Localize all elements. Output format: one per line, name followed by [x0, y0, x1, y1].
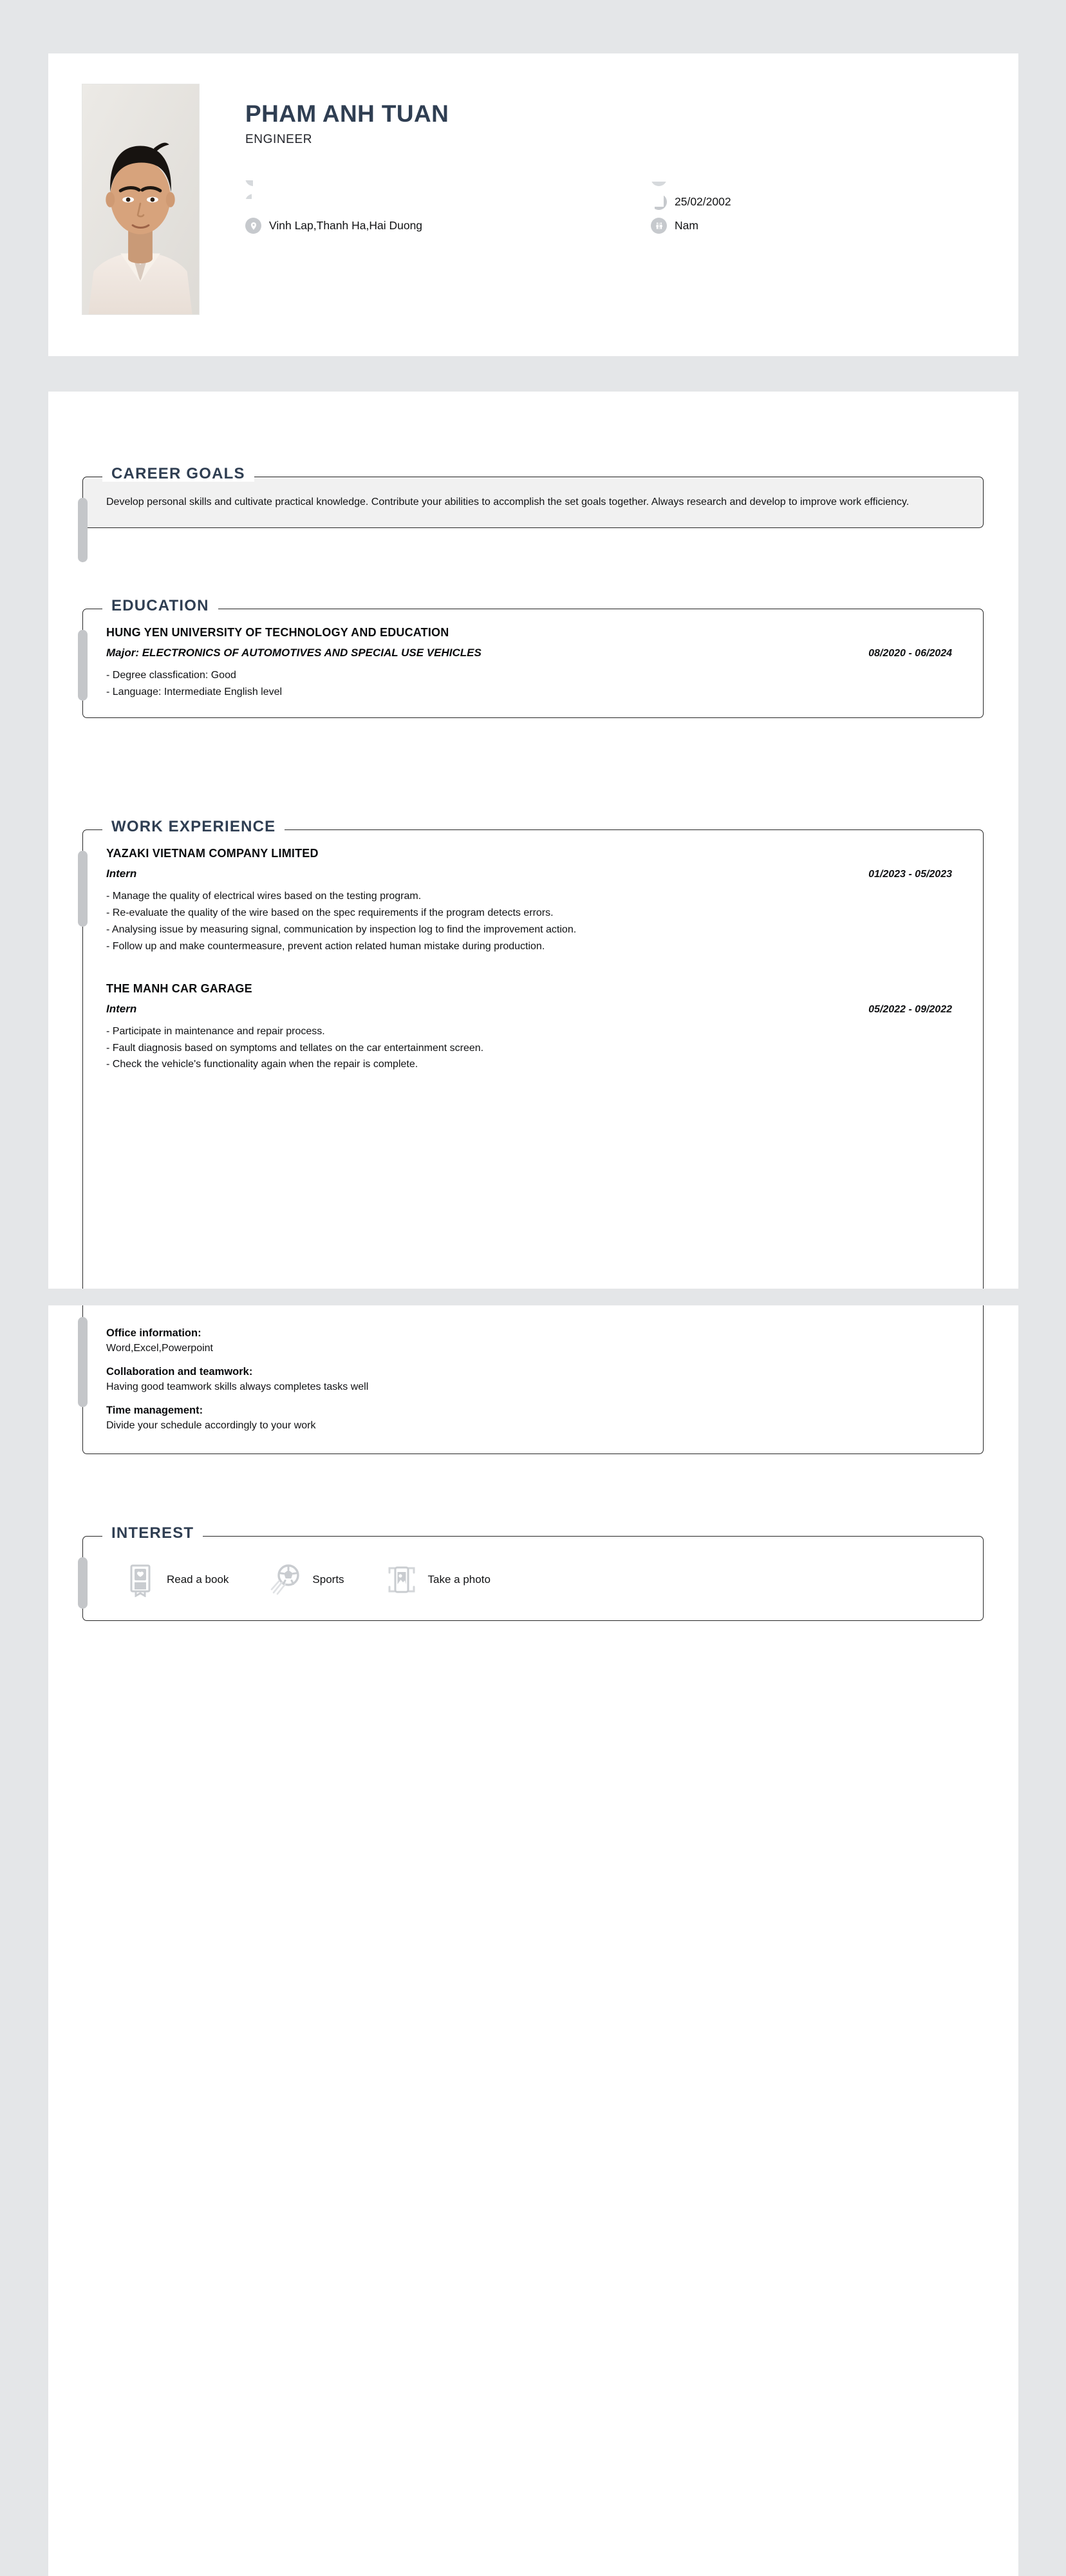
career-goals-text: Develop personal skills and cultivate practical knowledge. Contribute your abilities to accomplish the set goals together. Always research and develop to improve work efficiency.: [106, 497, 910, 507]
education-major: Major: ELECTRONICS OF AUTOMOTIVES AND SPECIAL USE VEHICLES: [106, 647, 482, 659]
contact-column-left: [245, 170, 651, 234]
contact-address: [245, 218, 651, 234]
contact-column-right: [651, 170, 870, 234]
list-item: [268, 1562, 344, 1597]
interest-label: Take a photo: [427, 1573, 491, 1586]
list-item: - Re-evaluate the quality of the wire based on the spec requirements if the program detects errors.: [106, 907, 554, 918]
section-title-interest: INTEREST: [102, 1526, 203, 1541]
education-major-row: [106, 647, 961, 659]
skill-label: Office information:: [106, 1327, 201, 1339]
contact-phone: [245, 170, 651, 186]
skill-group: [106, 1366, 961, 1393]
section-accent-bar: [78, 1557, 88, 1609]
section-accent-bar: [78, 851, 88, 927]
resume-header: [82, 84, 993, 315]
skill-value: Divide your schedule accordingly to your work: [106, 1420, 316, 1431]
page-sheet-3: [48, 1305, 1018, 2576]
section-education: [82, 597, 984, 718]
list-item: - Fault diagnosis based on symptoms and tellates on the car entertainment screen.: [106, 1042, 484, 1054]
work-company: THE MANH CAR GARAGE: [106, 981, 252, 995]
section-work-experience: [82, 818, 984, 1289]
contact-link: [651, 170, 870, 186]
section-accent-bar: [78, 630, 88, 701]
education-school: HUNG YEN UNIVERSITY OF TECHNOLOGY AND EDUCATION: [106, 626, 449, 639]
skill-group: [106, 1327, 961, 1354]
page-title: PHAM ANH TUAN: [245, 100, 449, 127]
contact-address-text: Vinh Lap,Thanh Ha,Hai Duong: [269, 219, 423, 232]
contact-grid: [245, 170, 993, 234]
education-bullets: [106, 667, 961, 701]
location-pin-icon: [245, 218, 261, 234]
work-date: 05/2022 - 09/2022: [868, 1003, 952, 1015]
skill-group: [106, 1405, 961, 1432]
work-company: YAZAKI VIETNAM COMPANY LIMITED: [106, 847, 319, 860]
list-item: - Participate in maintenance and repair process.: [106, 1025, 325, 1037]
list-item: [384, 1562, 491, 1597]
skill-value: Word,Excel,Powerpoint: [106, 1343, 213, 1354]
section-interest: [82, 1524, 984, 1621]
list-item: [123, 1562, 229, 1597]
work-bullets: [106, 1023, 961, 1074]
section-accent-bar: [78, 1317, 88, 1407]
work-role-row: [106, 1003, 961, 1016]
contact-birthday-text: 25/02/2002: [675, 195, 731, 209]
redaction-mask: [648, 167, 867, 182]
avatar: [82, 84, 200, 315]
header-text-block: [245, 84, 993, 234]
list-item: - Analysing issue by measuring signal, communication by inspection log to find the improvement action.: [106, 923, 577, 935]
education-entry: [106, 626, 961, 701]
interest-label: Sports: [312, 1573, 344, 1586]
section-title-education: EDUCATION: [102, 598, 218, 614]
job-title: ENGINEER: [245, 133, 313, 147]
skill-label: Time management:: [106, 1405, 203, 1416]
work-role: Intern: [106, 1002, 137, 1015]
section-career-goals: [82, 465, 984, 528]
interest-list: [106, 1553, 961, 1604]
page-sheet-1: [48, 53, 1018, 356]
interest-box: [82, 1524, 984, 1621]
redaction-mask: [253, 171, 665, 187]
photo-icon: [384, 1562, 419, 1597]
contact-gender-text: Nam: [675, 219, 698, 232]
contact-gender: [651, 218, 870, 234]
work-role-row: [106, 867, 961, 880]
work-entry: [106, 847, 961, 955]
redaction-mask: [243, 199, 655, 213]
skills-box: [82, 1305, 984, 1454]
career-goals-box: [82, 465, 984, 528]
list-item: - Degree classfication: Good: [106, 670, 236, 681]
work-date: 01/2023 - 05/2023: [868, 869, 952, 880]
contact-birthday: [651, 194, 870, 210]
list-item: - Language: Intermediate English level: [106, 686, 283, 697]
education-date: 08/2020 - 06/2024: [868, 648, 952, 659]
contact-email: [245, 194, 651, 210]
work-experience-box-top: [82, 818, 984, 1289]
book-icon: [123, 1562, 158, 1597]
section-title-work-experience: WORK EXPERIENCE: [102, 819, 285, 835]
list-item: - Follow up and make countermeasure, prevent action related human mistake during production.: [106, 940, 545, 952]
work-entry: [106, 982, 961, 1074]
section-skills: [82, 1305, 984, 1454]
interest-label: Read a book: [167, 1573, 229, 1586]
skill-label: Collaboration and teamwork:: [106, 1366, 253, 1378]
skill-value: Having good teamwork skills always completes tasks well: [106, 1381, 369, 1392]
work-bullets: [106, 888, 961, 955]
list-item: - Check the vehicle's functionality again when the repair is complete.: [106, 1059, 418, 1070]
work-role: Intern: [106, 867, 137, 880]
education-box: [82, 597, 984, 718]
section-title-career-goals: CAREER GOALS: [102, 466, 254, 482]
list-item: - Manage the quality of electrical wires based on the testing program.: [106, 891, 422, 902]
section-accent-bar: [78, 498, 88, 562]
soccer-ball-icon: [268, 1562, 303, 1597]
gender-icon: [651, 218, 667, 234]
